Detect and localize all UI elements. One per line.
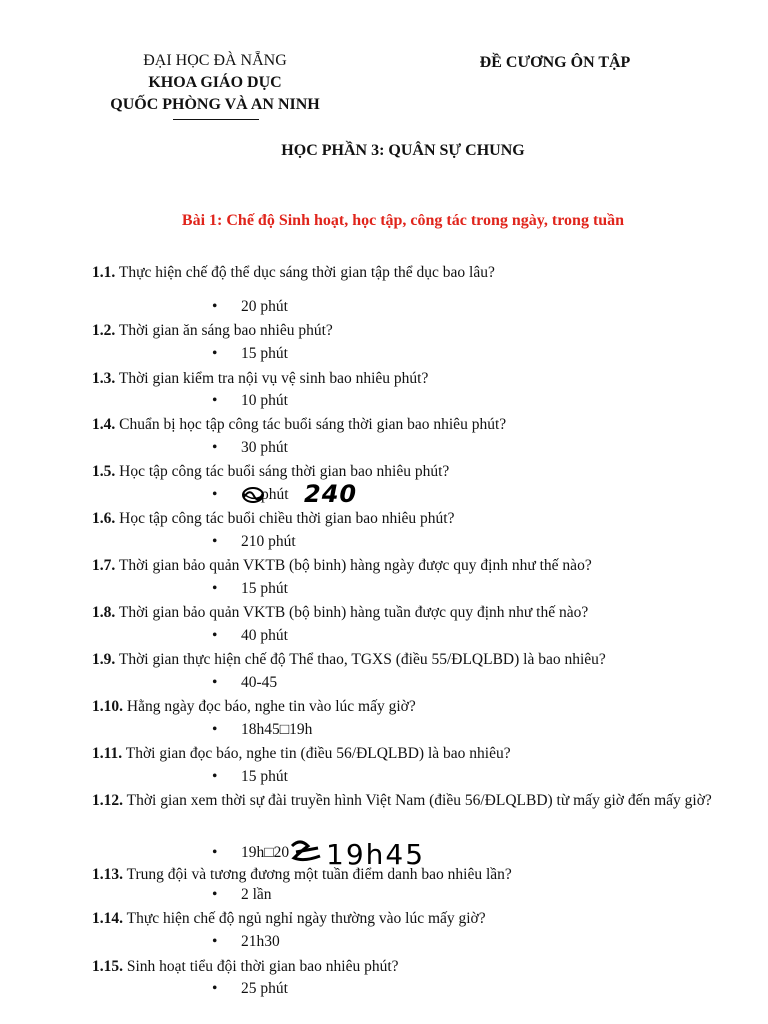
crossout-scribble-icon (290, 838, 324, 864)
question-text: Chuẩn bị học tập công tác buổi sáng thời gian bao nhiêu phút? (115, 416, 507, 433)
faculty-name-line2: QUỐC PHÒNG VÀ AN NINH (110, 96, 320, 113)
question-item (92, 907, 712, 931)
question-text: Thực hiện chế độ thể dục sáng thời gian tập thể dục bao lâu? (115, 264, 495, 281)
question-number: 1.13. (92, 866, 123, 883)
question-item (92, 648, 712, 672)
question-text: Thời gian thực hiện chế độ Thể thao, TGXS (điều 55/ĐLQLBD) là bao nhiêu? (115, 651, 606, 668)
question-number: 1.11. (92, 745, 123, 762)
bullet-icon: • (212, 486, 218, 503)
answer-text: 15 phút (241, 580, 288, 597)
question-text: Thời gian xem thời sự đài truyền hình Việt Nam (điều 56/ĐLQLBD) từ mấy giờ đến mấy giờ? (123, 792, 712, 809)
answer-text: 30 phút (241, 439, 288, 456)
question-text: Học tập công tác buổi chiều thời gian bao nhiêu phút? (115, 510, 455, 527)
bullet-icon: • (212, 627, 218, 644)
answer-text: phút (261, 486, 289, 503)
question-number: 1.14. (92, 910, 123, 927)
answer-item (212, 579, 288, 599)
question-text: Trung đội và tương đương một tuần điểm danh bao nhiêu lần? (123, 866, 512, 883)
question-text: Thời gian bảo quản VKTB (bộ binh) hàng tuần được quy định như thế nào? (115, 604, 589, 621)
bullet-icon: • (212, 533, 218, 550)
bullet-icon: • (212, 439, 218, 456)
bullet-icon: • (212, 768, 218, 785)
question-item (92, 507, 712, 531)
question-number: 1.15. (92, 958, 123, 975)
bullet-icon: • (212, 933, 218, 950)
bullet-icon: • (212, 345, 218, 362)
answer-text: 40 phút (241, 627, 288, 644)
bullet-icon: • (212, 886, 218, 903)
lesson-title: Chế độ Sinh hoạt, học tập, công tác trong ngày, trong tuần (226, 212, 625, 229)
bullet-icon: • (212, 298, 218, 315)
question-number: 1.12. (92, 792, 123, 809)
question-text: Thực hiện chế độ ngủ nghỉ ngày thường vào lúc mấy giờ? (123, 910, 486, 927)
answer-item (212, 720, 312, 740)
answer-item (212, 843, 289, 863)
question-item (92, 367, 712, 391)
handwritten-note-19h45: 19h45 (326, 838, 426, 871)
bullet-icon: • (212, 392, 218, 409)
university-name: ĐẠI HỌC ĐÀ NẴNG (143, 52, 287, 69)
question-item (92, 742, 712, 766)
question-number: 1.6. (92, 510, 116, 527)
answer-text: 20 phút (241, 298, 288, 315)
header-underline (173, 119, 259, 120)
answer-item (212, 626, 288, 646)
answer-text: 18h45□19h (241, 721, 313, 738)
question-number: 1.2. (92, 322, 116, 339)
handwritten-note-240: 240 (304, 480, 358, 508)
question-number: 1.10. (92, 698, 123, 715)
question-text: Sinh hoạt tiểu đội thời gian bao nhiêu phút? (123, 958, 399, 975)
answer-text: 10 phút (241, 392, 288, 409)
answer-item (212, 297, 288, 317)
question-text: Thời gian bảo quản VKTB (bộ binh) hàng ngày được quy định như thế nào? (115, 557, 592, 574)
question-number: 1.8. (92, 604, 116, 621)
document-title: ĐỀ CƯƠNG ÔN TẬP (479, 54, 631, 71)
bullet-icon: • (212, 674, 218, 691)
question-number: 1.4. (92, 416, 116, 433)
question-text: Thời gian ăn sáng bao nhiêu phút? (115, 322, 333, 339)
answer-item (212, 673, 277, 693)
answer-item (212, 438, 288, 458)
question-item (92, 319, 712, 343)
question-item (92, 554, 712, 578)
answer-item (212, 932, 280, 952)
question-number: 1.3. (92, 370, 116, 387)
bullet-icon: • (212, 580, 218, 597)
question-item (92, 695, 712, 719)
question-number: 1.7. (92, 557, 116, 574)
institution-header (60, 50, 370, 116)
answer-text: 25 phút (241, 980, 288, 997)
question-item (92, 601, 712, 625)
answer-item (212, 344, 288, 364)
answer-text: 19h□20 (241, 844, 290, 861)
answer-text: 2 lần (241, 886, 272, 903)
question-number: 1.9. (92, 651, 116, 668)
question-item (92, 955, 712, 979)
question-number: 1.5. (92, 463, 116, 480)
answer-text: 210 phút (241, 533, 296, 550)
lesson-label: Bài 1: (181, 212, 223, 229)
question-item (92, 789, 712, 813)
bullet-icon: • (212, 721, 218, 738)
answer-item (212, 391, 288, 411)
lesson-heading (0, 212, 768, 230)
faculty-name-line1: KHOA GIÁO DỤC (148, 74, 282, 91)
answer-text: 15 phút (241, 768, 288, 785)
answer-text: 21h30 (241, 933, 280, 950)
answer-item (212, 767, 288, 787)
question-item (92, 261, 712, 285)
course-title: HỌC PHẦN 3: QUÂN SỰ CHUNG (281, 142, 525, 159)
answer-item (212, 979, 288, 999)
answer-item (212, 885, 272, 905)
answer-text: 15 phút (241, 345, 288, 362)
question-text: Học tập công tác buổi sáng thời gian bao nhiêu phút? (115, 463, 450, 480)
answer-text: 40-45 (241, 674, 278, 691)
question-number: 1.1. (92, 264, 116, 281)
question-text: Thời gian đọc báo, nghe tin (điều 56/ĐLQLBD) là bao nhiêu? (122, 745, 511, 762)
bullet-icon: • (212, 844, 218, 861)
question-item (92, 460, 712, 484)
question-item (92, 413, 712, 437)
question-text: Thời gian kiểm tra nội vụ vệ sinh bao nhiêu phút? (115, 370, 429, 387)
bullet-icon: • (212, 980, 218, 997)
crossout-scribble-icon (240, 484, 266, 506)
answer-item (212, 532, 296, 552)
question-text: Hằng ngày đọc báo, nghe tin vào lúc mấy giờ? (123, 698, 416, 715)
